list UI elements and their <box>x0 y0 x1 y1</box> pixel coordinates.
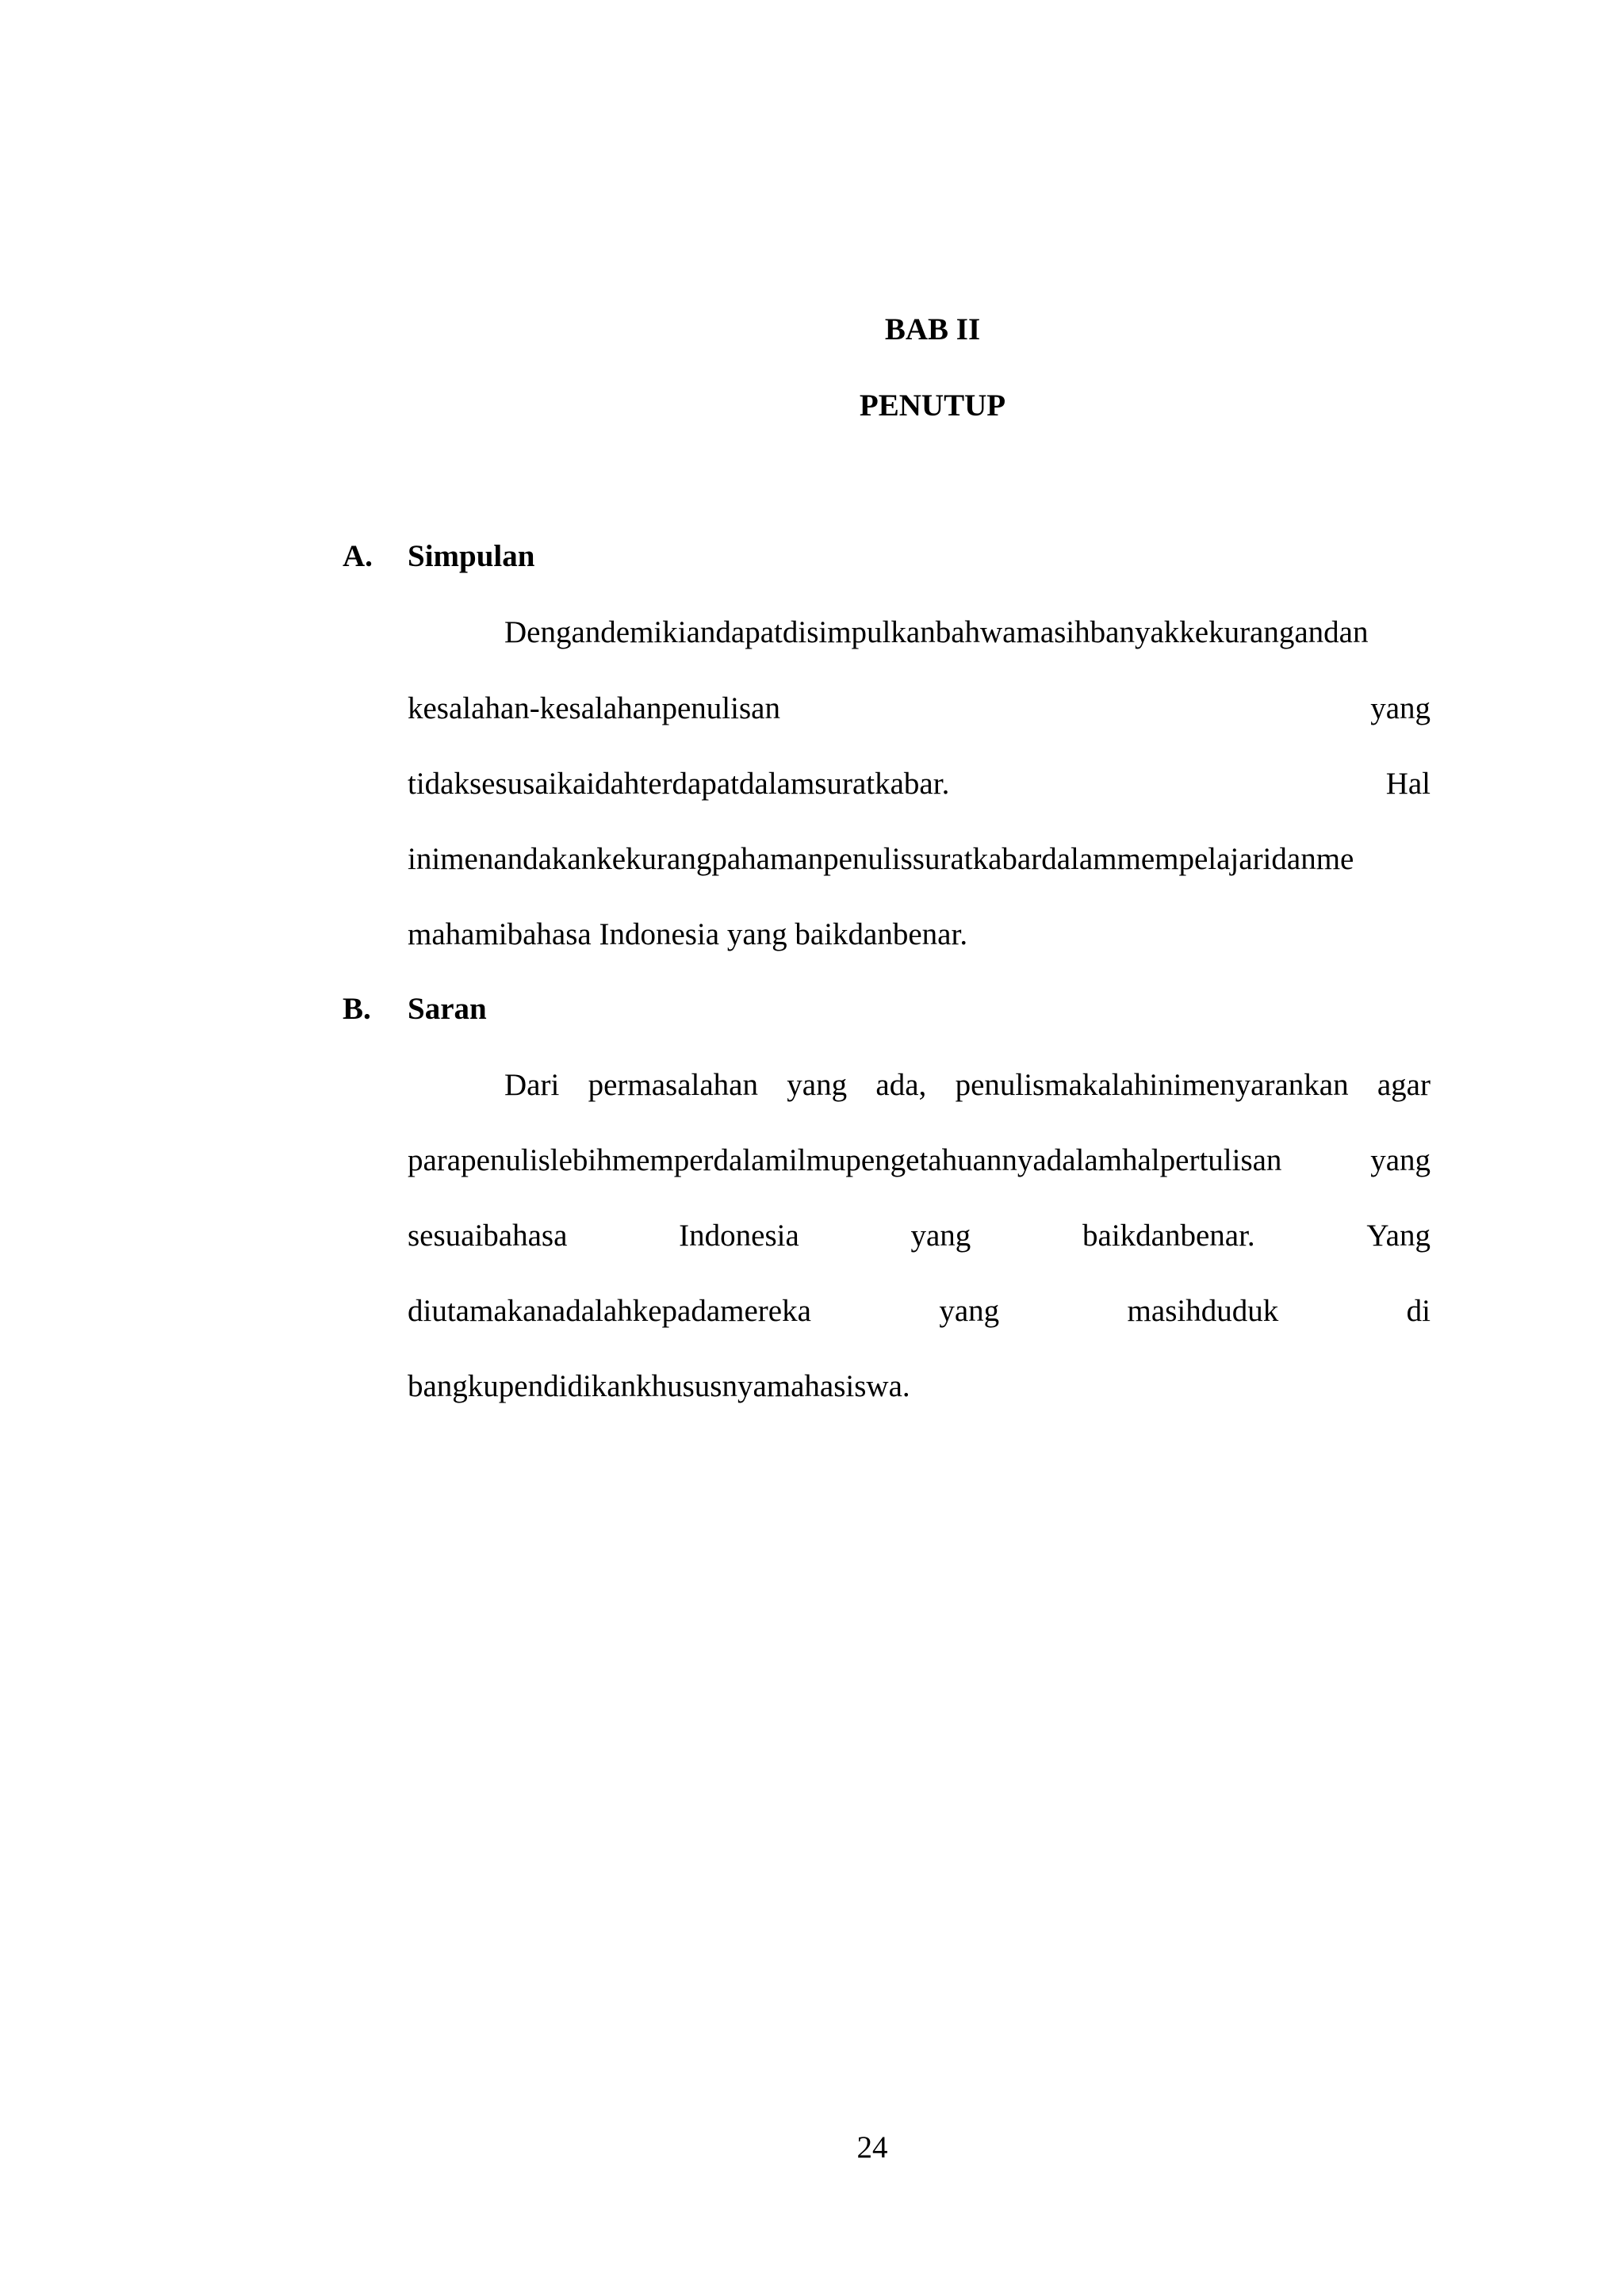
section-marker: A. <box>343 539 373 573</box>
paragraph-line <box>408 916 1431 954</box>
chapter-title: PENUTUP <box>859 388 1006 423</box>
text-run: inimenandakankekurangpahamanpenulissuratkabardalammempelajaridanme <box>408 842 1354 876</box>
text-run: masihduduk <box>1127 1294 1279 1328</box>
text-run: Hal <box>1385 767 1431 801</box>
section-heading-saran <box>343 990 487 1028</box>
paragraph-line <box>504 614 1431 652</box>
text-run: yang <box>1370 1143 1431 1177</box>
text-run: sesuaibahasa <box>408 1219 568 1253</box>
paragraph-line <box>408 1217 1431 1255</box>
text-run: parapenulislebihmemperdalamilmupengetahuannyadalamhalpertulisan <box>408 1143 1282 1177</box>
section-heading-simpulan <box>343 538 534 576</box>
paragraph-line <box>504 1066 1431 1104</box>
text-run: Dengandemikiandapatdisimpulkanbahwamasihbanyakkekurangandan <box>504 615 1369 649</box>
text-run: penulismakalahinimenyarankan <box>955 1068 1349 1102</box>
paragraph-line <box>408 1368 1431 1406</box>
text-run: permasalahan <box>588 1068 758 1102</box>
text-run: bangkupendidikankhususnyamahasiswa. <box>408 1369 910 1403</box>
section-marker: B. <box>343 992 371 1026</box>
text-run: di <box>1406 1294 1431 1328</box>
text-run: agar <box>1377 1068 1431 1102</box>
page-number: 24 <box>856 2130 888 2164</box>
section-title: Saran <box>408 992 487 1026</box>
chapter-number: BAB II <box>884 312 981 346</box>
text-run: diutamakanadalahkepadamereka <box>408 1294 811 1328</box>
paragraph-line <box>408 1292 1431 1330</box>
text-run: yang <box>910 1219 971 1253</box>
text-run: Yang <box>1366 1219 1431 1253</box>
section-title: Simpulan <box>408 539 535 573</box>
paragraph-line <box>408 765 1431 803</box>
text-run: yang <box>1370 691 1431 725</box>
paragraph-line <box>408 690 1431 728</box>
text-run: mahamibahasa Indonesia yang baikdanbenar. <box>408 917 968 951</box>
text-run: Dari <box>504 1068 560 1102</box>
text-run: baikdanbenar. <box>1082 1219 1255 1253</box>
paragraph-line <box>408 840 1431 878</box>
paragraph-line <box>408 1142 1431 1180</box>
text-run: tidaksesusaikaidahterdapatdalamsuratkabar. <box>408 767 950 801</box>
text-run: yang <box>939 1294 1000 1328</box>
text-run: Indonesia <box>679 1219 799 1253</box>
text-run: ada, <box>875 1068 927 1102</box>
text-run: kesalahan-kesalahanpenulisan <box>408 691 780 725</box>
text-run: yang <box>787 1068 848 1102</box>
